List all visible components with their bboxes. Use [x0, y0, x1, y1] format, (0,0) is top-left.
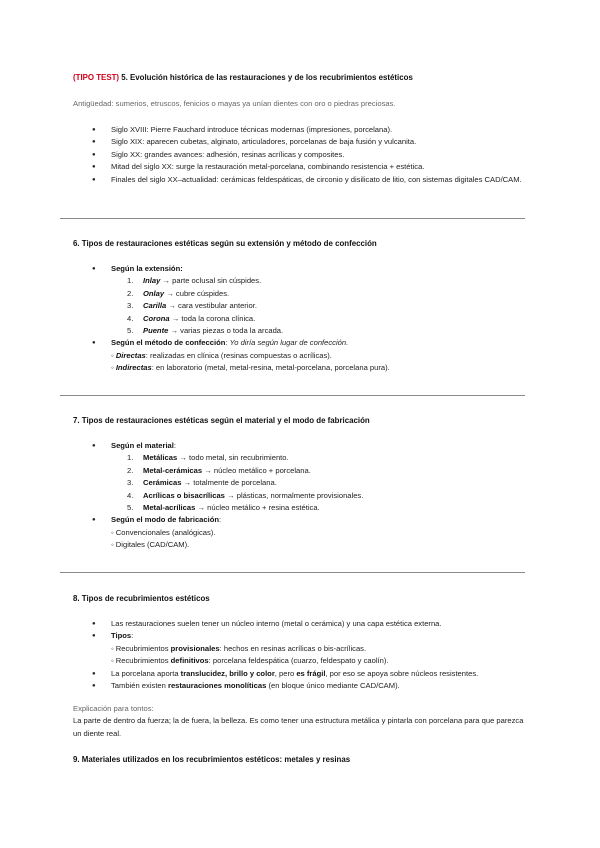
numbered-item: 5. Puente → varias piezas o toda la arcada.: [127, 326, 284, 336]
extension-list: [73, 275, 538, 337]
section-8-body: [73, 618, 538, 692]
sub-item: ◦ Digitales (CAD/CAM).: [111, 540, 190, 550]
list-item: ● Siglo XX: grandes avances: adhesión, resinas acrílicas y composites.: [73, 149, 538, 161]
list-item: ● Las restauraciones suelen tener un núcleo interno (metal o cerámica) y una capa estética externa.: [73, 618, 538, 630]
divider: [60, 572, 525, 573]
divider: [60, 395, 525, 396]
numbered-item: 4. Acrílicas o bisacrílicas → plásticas, normalmente provisionales.: [127, 490, 364, 500]
explanation-title: Explicación para tontos:: [73, 704, 154, 713]
list-item-tipos: ● Tipos:: [73, 630, 538, 642]
section-6-body: [73, 263, 538, 375]
sub-item: ◦ Directas: realizadas en clínica (resinas compuestas o acrílicas).: [111, 350, 332, 360]
numbered-item: 1. Metálicas → todo metal, sin recubrimiento.: [127, 453, 289, 463]
section-5-title: 5. Evolución histórica de las restauraciones y de los recubrimientos estéticos: [119, 73, 413, 82]
sub-item: ◦ Recubrimientos definitivos: porcelana feldespática (cuarzo, feldespato y caolín).: [111, 656, 389, 666]
sub-item: ◦ Recubrimientos provisionales: hechos en resinas acrílicas o bis-acrílicas.: [111, 643, 367, 653]
sub-item: ◦ Indirectas: en laboratorio (metal, metal-resina, metal-porcelana, porcelana pura).: [111, 363, 390, 373]
numbered-item: 4. Corona → toda la corona clínica.: [127, 313, 256, 323]
list-item-material: ● Según el material:: [73, 440, 538, 452]
numbered-item: 5. Metal-acrílicas → núcleo metálico + resina estética.: [127, 503, 320, 513]
explanation-text: La parte de dentro da fuerza; la de fuera, la belleza. Es como tener una estructura metálica y pintarla con porcelana para que parezca un diente real.: [73, 716, 524, 738]
numbered-item: 3. Cerámicas → totalmente de porcelana.: [127, 478, 277, 488]
explanation-block: [73, 703, 533, 740]
list-item: ● Siglo XIX: aparecen cubetas, alginato, articuladores, porcelanas de baja fusión y vulcanita.: [73, 136, 538, 148]
numbered-item: 3. Carilla → cara vestibular anterior.: [127, 301, 257, 311]
list-item: ● También existen restauraciones monolíticas (en bloque único mediante CAD/CAM).: [73, 680, 538, 692]
list-item-extension: [73, 263, 538, 275]
list-item-mode: ● Según el modo de fabricación:: [73, 514, 538, 526]
tipo-test-tag: (TIPO TEST): [73, 73, 120, 82]
section-8-title: 8. Tipos de recubrimientos estéticos: [73, 594, 210, 603]
section-5-list: [73, 124, 538, 186]
list-item: ● Siglo XVIII: Pierre Fauchard introduce técnicas modernas (impresiones, porcelana).: [73, 124, 538, 136]
numbered-item: 2. Metal-cerámicas → núcleo metálico + porcelana.: [127, 465, 311, 475]
numbered-item: 1. Inlay → parte oclusal sin cúspides.: [127, 276, 262, 286]
divider: [60, 218, 525, 219]
list-item-method: ● Según el método de confección: Yo diría según lugar de confección.: [73, 337, 538, 349]
section-5-heading: [73, 72, 413, 84]
section-7-title: 7. Tipos de restauraciones estéticas según el material y el modo de fabricación: [73, 416, 370, 425]
section-5-intro: Antigüedad: sumerios, etruscos, fenicios o mayas ya unían dientes con oro o piedras preciosas.: [73, 99, 396, 108]
extension-label: Según la extensión:: [111, 264, 183, 273]
section-7-body: [73, 440, 538, 552]
sub-item: ◦ Convencionales (analógicas).: [111, 527, 216, 537]
numbered-item: 2. Onlay → cubre cúspides.: [127, 288, 230, 298]
list-item: ● Finales del siglo XX–actualidad: cerámicas feldespáticas, de circonio y disilicato de litio, con sistemas digitales CAD/CAM.: [73, 174, 538, 186]
list-item: ● La porcelana aporta translucidez, brillo y color, pero es frágil, por eso se apoya sobre núcleos resistentes.: [73, 668, 538, 680]
section-6-title: 6. Tipos de restauraciones estéticas según su extensión y método de confección: [73, 239, 377, 248]
section-9-title: 9. Materiales utilizados en los recubrimientos estéticos: metales y resinas: [73, 755, 351, 764]
material-list: [73, 452, 538, 514]
list-item: ● Mitad del siglo XX: surge la restauración metal-porcelana, combinando resistencia + estética.: [73, 161, 538, 173]
method-note: Yo diría según lugar de confección.: [229, 338, 349, 348]
